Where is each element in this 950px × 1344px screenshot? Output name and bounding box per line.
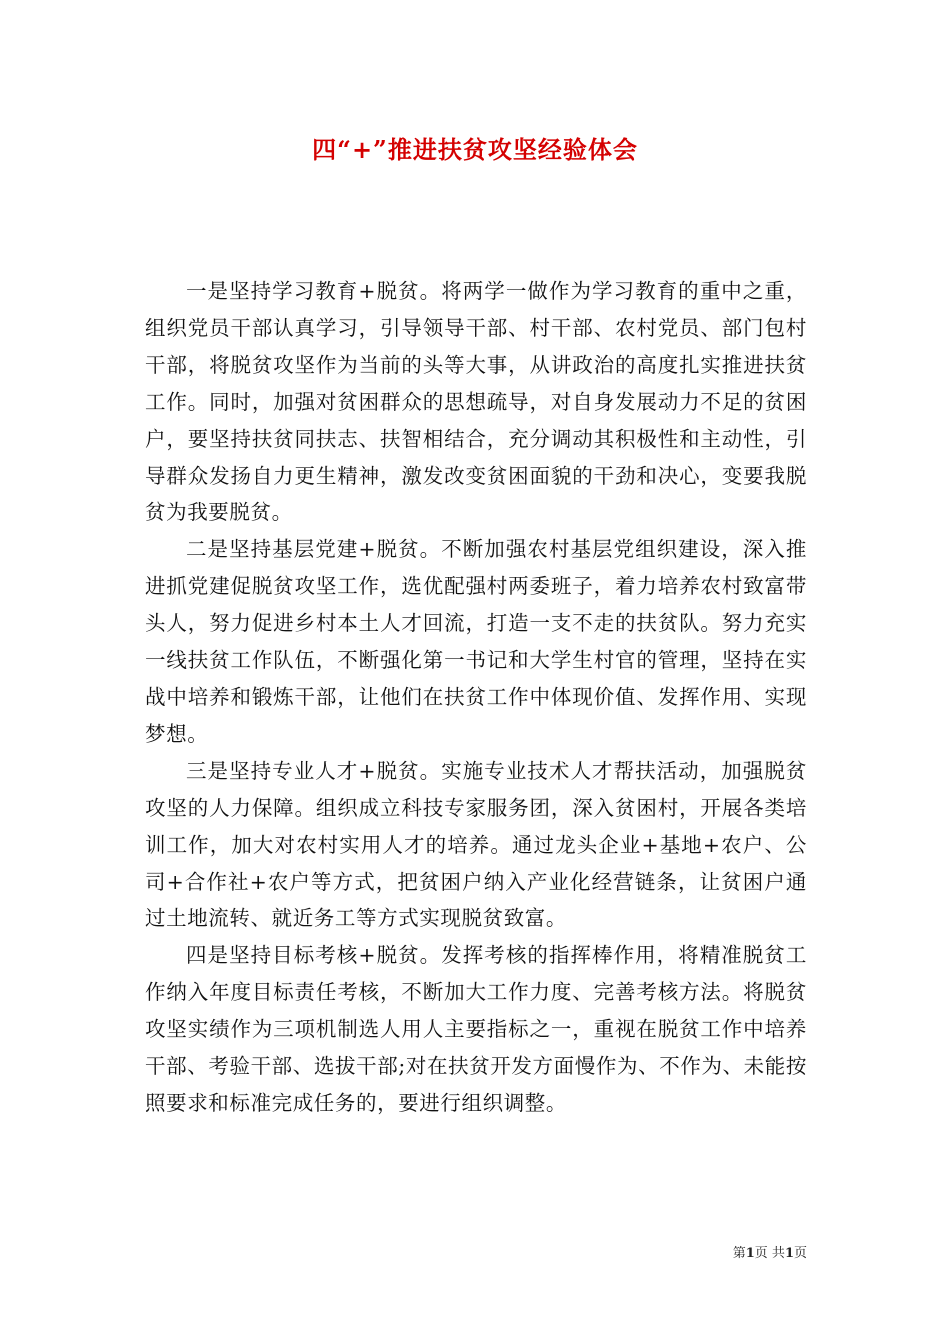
footer-prefix: 第 <box>732 1246 746 1261</box>
page-number-footer <box>0 1244 807 1264</box>
footer-suffix: 页 <box>793 1246 807 1261</box>
footer-total-pages: 1 <box>784 1246 794 1261</box>
footer-middle: 页 共 <box>754 1246 785 1261</box>
document-body <box>145 273 807 1122</box>
paragraph-3: 三是坚持专业人才+脱贫。实施专业技术人才帮扶活动，加强脱贫攻坚的人力保障。组织成立科技专家服务团，深入贫困村，开展各类培训工作，加大对农村实用人才的培养。通过龙头企业+基地+农户、公司+合作社+农户等方式，把贫困户纳入产业化经营链条，让贫困户通过土地流转、就近务工等方式实现脱贫致富。 <box>145 758 807 931</box>
paragraph-2: 二是坚持基层党建+脱贫。不断加强农村基层党组织建设，深入推进抓党建促脱贫攻坚工作，选优配强村两委班子，着力培养农村致富带头人，努力促进乡村本土人才回流，打造一支不走的扶贫队。努力充实一线扶贫工作队伍，不断强化第一书记和大学生村官的管理，坚持在实战中培养和锻炼干部，让他们在扶贫工作中体现价值、发挥作用、实现梦想。 <box>145 537 807 746</box>
paragraph-4: 四是坚持目标考核+脱贫。发挥考核的指挥棒作用，将精准脱贫工作纳入年度目标责任考核，不断加大工作力度、完善考核方法。将脱贫攻坚实绩作为三项机制选人用人主要指标之一，重视在脱贫工作中培养干部、考验干部、选拔干部;对在扶贫开发方面慢作为、不作为、未能按照要求和标准完成任务的，要进行组织调整。 <box>145 943 807 1115</box>
footer-current-page: 1 <box>745 1246 755 1261</box>
paragraph-1: 一是坚持学习教育+脱贫。将两学一做作为学习教育的重中之重，组织党员干部认真学习，引导领导干部、村干部、农村党员、部门包村干部，将脱贫攻坚作为当前的头等大事，从讲政治的高度扎实推进扶贫工作。同时，加强对贫困群众的思想疏导，对自身发展动力不足的贫困户，要坚持扶贫同扶志、扶智相结合，充分调动其积极性和主动性，引导群众发扬自力更生精神，激发改变贫困面貌的干劲和决心，变要我脱贫为我要脱贫。 <box>145 279 807 525</box>
document-title: 四“+”推进扶贫攻坚经验体会 <box>312 135 638 164</box>
